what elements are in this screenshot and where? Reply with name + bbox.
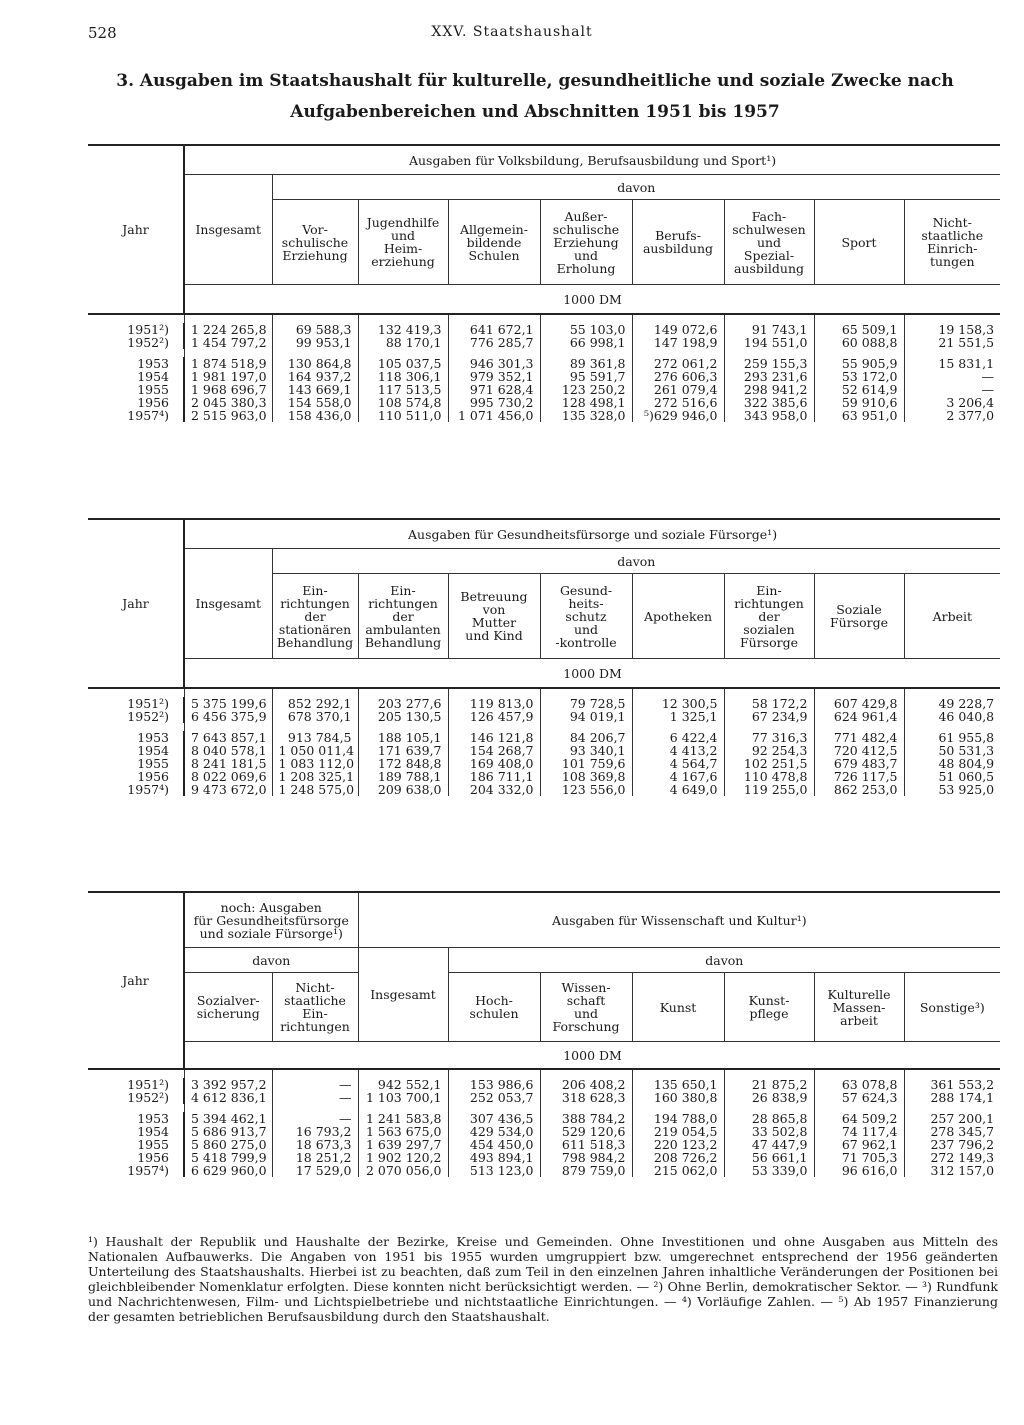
value-cell: 1 563 675,0 <box>358 1125 448 1138</box>
value-cell: 611 518,3 <box>540 1138 632 1151</box>
value-cell: 1 208 325,1 <box>272 770 358 783</box>
value-cell: 164 937,2 <box>272 370 358 383</box>
value-cell: 169 408,0 <box>448 757 540 770</box>
value-cell: 146 121,8 <box>448 731 540 744</box>
value-cell: 67 962,1 <box>814 1138 904 1151</box>
value-cell: 33 502,8 <box>724 1125 814 1138</box>
year-cell: 1956 <box>137 395 169 410</box>
header-row <box>88 145 1000 175</box>
table-wissenschaft-kultur <box>88 891 1000 1177</box>
value-cell: 1 639 297,7 <box>358 1138 448 1151</box>
value-cell: 189 788,1 <box>358 770 448 783</box>
value-cell: 16 793,2 <box>272 1125 358 1138</box>
value-cell: 94 019,1 <box>540 710 632 723</box>
value-cell: 99 953,1 <box>272 336 358 349</box>
value-cell: 1 325,1 <box>632 710 724 723</box>
year-cell: 1954 <box>137 1124 169 1139</box>
value-cell: 429 534,0 <box>448 1125 540 1138</box>
value-cell: 8 040 578,1 <box>184 744 272 757</box>
value-cell: 117 513,5 <box>358 383 448 396</box>
value-cell: 493 894,1 <box>448 1151 540 1164</box>
value-cell: 26 838,9 <box>724 1091 814 1104</box>
value-cell: 160 380,8 <box>632 1091 724 1104</box>
year-cell: 1955 <box>137 382 169 397</box>
value-cell: 66 998,1 <box>540 336 632 349</box>
column-header-insgesamt: Insgesamt <box>184 549 272 659</box>
group-header-right: Ausgaben für Wissenschaft und Kultur¹) <box>358 892 1000 948</box>
value-cell: 995 730,2 <box>448 396 540 409</box>
value-cell: 56 661,1 <box>724 1151 814 1164</box>
value-cell: 208 726,2 <box>632 1151 724 1164</box>
value-cell: 17 529,0 <box>272 1164 358 1177</box>
value-cell: 513 123,0 <box>448 1164 540 1177</box>
header-row <box>88 519 1000 549</box>
value-cell: 89 361,8 <box>540 357 632 370</box>
value-cell: 108 369,8 <box>540 770 632 783</box>
year-cell: 1953 <box>137 730 169 745</box>
value-cell: 1 902 120,2 <box>358 1151 448 1164</box>
value-cell: — <box>904 383 1000 396</box>
header-row <box>88 973 1000 1042</box>
header-row <box>88 549 1000 574</box>
column-header: Kulturelle Massen- arbeit <box>814 973 904 1042</box>
davon-header: davon <box>448 948 1000 973</box>
year-cell: 1954 <box>137 743 169 758</box>
value-cell: 53 925,0 <box>904 783 1000 796</box>
davon-header: davon <box>272 175 1000 200</box>
column-header: Vor- schulische Erziehung <box>272 200 358 285</box>
value-cell: 776 285,7 <box>448 336 540 349</box>
year-cell: 1952²) <box>127 709 169 724</box>
value-cell: 171 639,7 <box>358 744 448 757</box>
header-row <box>88 948 1000 973</box>
title-line-2: Aufgabenbereichen und Abschnitten 1951 bis 1957 <box>290 102 780 122</box>
davon-header: davon <box>272 549 1000 574</box>
value-cell: 2 515 963,0 <box>184 409 272 422</box>
value-cell: 6 422,4 <box>632 731 724 744</box>
value-cell: 49 228,7 <box>904 697 1000 710</box>
value-cell: 1 874 518,9 <box>184 357 272 370</box>
value-cell: 2 377,0 <box>904 409 1000 422</box>
value-cell: 720 412,5 <box>814 744 904 757</box>
column-header-jahr: Jahr <box>88 892 184 1069</box>
value-cell: 979 352,1 <box>448 370 540 383</box>
value-cell: 52 614,9 <box>814 383 904 396</box>
value-cell: 21 551,5 <box>904 336 1000 349</box>
value-cell: 143 669,1 <box>272 383 358 396</box>
value-cell: 942 552,1 <box>358 1078 448 1091</box>
value-cell: 108 574,8 <box>358 396 448 409</box>
value-cell: — <box>904 370 1000 383</box>
value-cell: 361 553,2 <box>904 1078 1000 1091</box>
unit-header: 1000 DM <box>184 1042 1000 1070</box>
column-header: Arbeit <box>904 574 1000 659</box>
value-cell: 110 478,8 <box>724 770 814 783</box>
value-cell: 5 418 799,9 <box>184 1151 272 1164</box>
value-cell: 6 629 960,0 <box>184 1164 272 1177</box>
value-cell: 259 155,3 <box>724 357 814 370</box>
value-cell: 172 848,8 <box>358 757 448 770</box>
value-cell: 298 941,2 <box>724 383 814 396</box>
value-cell: 154 268,7 <box>448 744 540 757</box>
value-cell: 48 804,9 <box>904 757 1000 770</box>
value-cell: 63 951,0 <box>814 409 904 422</box>
value-cell: 205 130,5 <box>358 710 448 723</box>
value-cell: 154 558,0 <box>272 396 358 409</box>
value-cell: 343 958,0 <box>724 409 814 422</box>
value-cell: 388 784,2 <box>540 1112 632 1125</box>
column-header: Allgemein- bildende Schulen <box>448 200 540 285</box>
value-cell: 147 198,9 <box>632 336 724 349</box>
value-cell: 67 234,9 <box>724 710 814 723</box>
year-cell: 1953 <box>137 356 169 371</box>
page-number: 528 <box>88 24 117 42</box>
value-cell: 158 436,0 <box>272 409 358 422</box>
value-cell: 132 419,3 <box>358 323 448 336</box>
value-cell: 96 616,0 <box>814 1164 904 1177</box>
value-cell: 50 531,3 <box>904 744 1000 757</box>
value-cell: 4 649,0 <box>632 783 724 796</box>
value-cell: 2 045 380,3 <box>184 396 272 409</box>
value-cell: 5 394 462,1 <box>184 1112 272 1125</box>
header-row <box>88 175 1000 200</box>
value-cell: — <box>272 1091 358 1104</box>
value-cell: 1 050 011,4 <box>272 744 358 757</box>
value-cell: 5 860 275,0 <box>184 1138 272 1151</box>
year-cell: 1955 <box>137 1137 169 1152</box>
value-cell: 1 454 797,2 <box>184 336 272 349</box>
column-header: Betreuung von Mutter und Kind <box>448 574 540 659</box>
value-cell: 913 784,5 <box>272 731 358 744</box>
value-cell: 203 277,6 <box>358 697 448 710</box>
column-header-jahr: Jahr <box>88 519 184 688</box>
value-cell: 55 905,9 <box>814 357 904 370</box>
value-cell: 60 088,8 <box>814 336 904 349</box>
value-cell: 91 743,1 <box>724 323 814 336</box>
value-cell: — <box>272 1078 358 1091</box>
spacer-cell <box>88 349 184 357</box>
value-cell: 77 316,3 <box>724 731 814 744</box>
value-cell: 1 248 575,0 <box>272 783 358 796</box>
value-cell: 862 253,0 <box>814 783 904 796</box>
value-cell: 9 473 672,0 <box>184 783 272 796</box>
value-cell: 879 759,0 <box>540 1164 632 1177</box>
column-header: Kunst <box>632 973 724 1042</box>
value-cell: 5 686 913,7 <box>184 1125 272 1138</box>
value-cell: 529 120,6 <box>540 1125 632 1138</box>
value-cell: 55 103,0 <box>540 323 632 336</box>
value-cell: 149 072,6 <box>632 323 724 336</box>
column-header: Nicht- staatliche Einrich- tungen <box>904 200 1000 285</box>
value-cell: 237 796,2 <box>904 1138 1000 1151</box>
value-cell: ⁵)629 946,0 <box>632 409 724 422</box>
value-cell: 252 053,7 <box>448 1091 540 1104</box>
value-cell: 318 628,3 <box>540 1091 632 1104</box>
column-header: Ein- richtungen der ambulanten Behandlung <box>358 574 448 659</box>
table-row <box>88 1091 1000 1104</box>
value-cell: 64 509,2 <box>814 1112 904 1125</box>
header-row <box>88 285 1000 315</box>
value-cell: 3 206,4 <box>904 396 1000 409</box>
value-cell: 8 022 069,6 <box>184 770 272 783</box>
value-cell: 288 174,1 <box>904 1091 1000 1104</box>
value-cell: 293 231,6 <box>724 370 814 383</box>
year-cell: 1956 <box>137 769 169 784</box>
year-cell: 1952²) <box>127 1090 169 1105</box>
spacer-cell <box>88 1104 184 1112</box>
header-row <box>88 659 1000 689</box>
value-cell: 771 482,4 <box>814 731 904 744</box>
column-header: Hoch- schulen <box>448 973 540 1042</box>
column-header: Sonstige³) <box>904 973 1000 1042</box>
group-header: Ausgaben für Gesundheitsfürsorge und soziale Fürsorge¹) <box>184 519 1000 549</box>
value-cell: 135 650,1 <box>632 1078 724 1091</box>
value-cell: 971 628,4 <box>448 383 540 396</box>
column-header: Sport <box>814 200 904 285</box>
value-cell: 1 241 583,8 <box>358 1112 448 1125</box>
year-cell: 1951²) <box>127 696 169 711</box>
unit-header: 1000 DM <box>184 285 1000 315</box>
value-cell: 102 251,5 <box>724 757 814 770</box>
year-cell: 1955 <box>137 756 169 771</box>
year-cell: 1957⁴) <box>127 782 169 797</box>
year-cell: 1957⁴) <box>127 1163 169 1178</box>
value-cell: 51 060,5 <box>904 770 1000 783</box>
column-header: Fach- schulwesen und Spezial- ausbildung <box>724 200 814 285</box>
value-cell: 3 392 957,2 <box>184 1078 272 1091</box>
value-cell: 95 591,7 <box>540 370 632 383</box>
column-header-insgesamt: Insgesamt <box>358 948 448 1042</box>
column-header: Soziale Fürsorge <box>814 574 904 659</box>
value-cell: 272 149,3 <box>904 1151 1000 1164</box>
value-cell: 135 328,0 <box>540 409 632 422</box>
value-cell: 84 206,7 <box>540 731 632 744</box>
table-row <box>88 1164 1000 1177</box>
value-cell: 15 831,1 <box>904 357 1000 370</box>
value-cell: 53 172,0 <box>814 370 904 383</box>
year-cell: 1951²) <box>127 322 169 337</box>
value-cell: 46 040,8 <box>904 710 1000 723</box>
value-cell: 47 447,9 <box>724 1138 814 1151</box>
group-header: Ausgaben für Volksbildung, Berufsausbildung und Sport¹) <box>184 145 1000 175</box>
value-cell: 57 624,3 <box>814 1091 904 1104</box>
year-cell: 1953 <box>137 1111 169 1126</box>
value-cell: 1 224 265,8 <box>184 323 272 336</box>
davon-header: davon <box>184 948 358 973</box>
value-cell: 209 638,0 <box>358 783 448 796</box>
value-cell: 93 340,1 <box>540 744 632 757</box>
value-cell: — <box>272 1112 358 1125</box>
value-cell: 607 429,8 <box>814 697 904 710</box>
header-row <box>88 1042 1000 1070</box>
column-header: Gesund- heits- schutz und -kontrolle <box>540 574 632 659</box>
value-cell: 128 498,1 <box>540 396 632 409</box>
value-cell: 679 483,7 <box>814 757 904 770</box>
table-row <box>88 336 1000 349</box>
footnote-text: ¹) Haushalt der Republik und Haushalte der Bezirke, Kreise und Gemeinden. Ohne Investitionen und ohne Ausgaben aus Mitteln des Nationalen Aufbauwerks. Die Angaben von 1951 bis 1955 wurden umgruppiert bzw. umgerechnet entsprechend der 1956 geänderten Unterteilung des Staatshaushalts. Hierbei ist zu beachten, daß zum Teil in den einzelnen Jahren inhaltliche Veränderungen der Positionen bei gleichbleibender Nomenklatur erfolgten. Diese konnten nicht berücksichtigt werden. — ²) Ohne Berlin, demokratischer Sektor. — ³) Rundfunk und Nachrichtenwesen, Film- und Lichtspielbetriebe und nichtstaatliche Einrichtungen. — ⁴) Vorläufige Zahlen. — ⁵) Ab 1957 Finanzierung der gesamten betrieblichen Berufsausbildung durch den Staatshaushalt. <box>88 1234 998 1324</box>
value-cell: 126 457,9 <box>448 710 540 723</box>
value-cell: 74 117,4 <box>814 1125 904 1138</box>
header-row <box>88 892 1000 948</box>
value-cell: 61 955,8 <box>904 731 1000 744</box>
value-cell: 194 551,0 <box>724 336 814 349</box>
column-header: Sozialver- sicherung <box>184 973 272 1042</box>
column-header: Wissen- schaft und Forschung <box>540 973 632 1042</box>
group-header-left: noch: Ausgaben für Gesundheitsfürsorge und soziale Fürsorge¹) <box>184 892 358 948</box>
value-cell: 641 672,1 <box>448 323 540 336</box>
value-cell: 4 167,6 <box>632 770 724 783</box>
column-header: Außer- schulische Erziehung und Erholung <box>540 200 632 285</box>
value-cell: 7 643 857,1 <box>184 731 272 744</box>
table-row <box>88 783 1000 796</box>
value-cell: 130 864,8 <box>272 357 358 370</box>
value-cell: 220 123,2 <box>632 1138 724 1151</box>
column-header-jahr: Jahr <box>88 145 184 314</box>
year-cell: 1957⁴) <box>127 408 169 423</box>
value-cell: 18 251,2 <box>272 1151 358 1164</box>
value-cell: 454 450,0 <box>448 1138 540 1151</box>
value-cell: 307 436,5 <box>448 1112 540 1125</box>
value-cell: 272 061,2 <box>632 357 724 370</box>
value-cell: 194 788,0 <box>632 1112 724 1125</box>
value-cell: 92 254,3 <box>724 744 814 757</box>
table-row <box>88 710 1000 723</box>
value-cell: 110 511,0 <box>358 409 448 422</box>
value-cell: 276 606,3 <box>632 370 724 383</box>
year-cell: 1951²) <box>127 1077 169 1092</box>
value-cell: 206 408,2 <box>540 1078 632 1091</box>
value-cell: 1 981 197,0 <box>184 370 272 383</box>
spacer-cell <box>88 723 184 731</box>
value-cell: 105 037,5 <box>358 357 448 370</box>
value-cell: 4 612 836,1 <box>184 1091 272 1104</box>
value-cell: 21 875,2 <box>724 1078 814 1091</box>
column-header: Ein- richtungen der stationären Behandlung <box>272 574 358 659</box>
table-volksbildung <box>88 144 1000 422</box>
value-cell: 624 961,4 <box>814 710 904 723</box>
value-cell: 4 564,7 <box>632 757 724 770</box>
value-cell: 186 711,1 <box>448 770 540 783</box>
value-cell: 123 556,0 <box>540 783 632 796</box>
value-cell: 322 385,6 <box>724 396 814 409</box>
value-cell: 312 157,0 <box>904 1164 1000 1177</box>
value-cell: 1 103 700,1 <box>358 1091 448 1104</box>
value-cell: 119 255,0 <box>724 783 814 796</box>
value-cell: 69 588,3 <box>272 323 358 336</box>
value-cell: 4 413,2 <box>632 744 724 757</box>
running-header: XXV. Staatshaushalt <box>431 24 593 40</box>
table-row <box>88 409 1000 422</box>
value-cell: 101 759,6 <box>540 757 632 770</box>
value-cell: 1 083 112,0 <box>272 757 358 770</box>
page-title <box>100 66 970 128</box>
value-cell: 215 062,0 <box>632 1164 724 1177</box>
value-cell: 28 865,8 <box>724 1112 814 1125</box>
column-header: Berufs- ausbildung <box>632 200 724 285</box>
value-cell: 852 292,1 <box>272 697 358 710</box>
value-cell: 153 986,6 <box>448 1078 540 1091</box>
value-cell: 59 910,6 <box>814 396 904 409</box>
year-cell: 1956 <box>137 1150 169 1165</box>
column-header: Nicht- staatliche Ein- richtungen <box>272 973 358 1042</box>
value-cell: 88 170,1 <box>358 336 448 349</box>
value-cell: 219 054,5 <box>632 1125 724 1138</box>
value-cell: 65 509,1 <box>814 323 904 336</box>
value-cell: 53 339,0 <box>724 1164 814 1177</box>
column-header: Ein- richtungen der sozialen Fürsorge <box>724 574 814 659</box>
value-cell: 58 172,2 <box>724 697 814 710</box>
value-cell: 12 300,5 <box>632 697 724 710</box>
value-cell: 5 375 199,6 <box>184 697 272 710</box>
value-cell: 18 673,3 <box>272 1138 358 1151</box>
value-cell: 188 105,1 <box>358 731 448 744</box>
value-cell: 278 345,7 <box>904 1125 1000 1138</box>
value-cell: 71 705,3 <box>814 1151 904 1164</box>
value-cell: 1 968 696,7 <box>184 383 272 396</box>
value-cell: 8 241 181,5 <box>184 757 272 770</box>
column-header: Apotheken <box>632 574 724 659</box>
year-cell: 1954 <box>137 369 169 384</box>
column-header: Jugendhilfe und Heim- erziehung <box>358 200 448 285</box>
title-line-1: 3. Ausgaben im Staatshaushalt für kulturelle, gesundheitliche und soziale Zwecke nach <box>116 71 954 91</box>
value-cell: 123 250,2 <box>540 383 632 396</box>
table-gesundheitsfuersorge <box>88 518 1000 796</box>
value-cell: 118 306,1 <box>358 370 448 383</box>
value-cell: 261 079,4 <box>632 383 724 396</box>
footnotes <box>88 1234 998 1324</box>
value-cell: 119 813,0 <box>448 697 540 710</box>
unit-header: 1000 DM <box>184 659 1000 689</box>
value-cell: 19 158,3 <box>904 323 1000 336</box>
column-header-insgesamt: Insgesamt <box>184 175 272 285</box>
value-cell: 257 200,1 <box>904 1112 1000 1125</box>
value-cell: 204 332,0 <box>448 783 540 796</box>
year-cell: 1952²) <box>127 335 169 350</box>
value-cell: 63 078,8 <box>814 1078 904 1091</box>
value-cell: 678 370,1 <box>272 710 358 723</box>
value-cell: 1 071 456,0 <box>448 409 540 422</box>
value-cell: 2 070 056,0 <box>358 1164 448 1177</box>
column-header: Kunst- pflege <box>724 973 814 1042</box>
value-cell: 272 516,6 <box>632 396 724 409</box>
value-cell: 798 984,2 <box>540 1151 632 1164</box>
value-cell: 726 117,5 <box>814 770 904 783</box>
value-cell: 6 456 375,9 <box>184 710 272 723</box>
value-cell: 79 728,5 <box>540 697 632 710</box>
value-cell: 946 301,3 <box>448 357 540 370</box>
